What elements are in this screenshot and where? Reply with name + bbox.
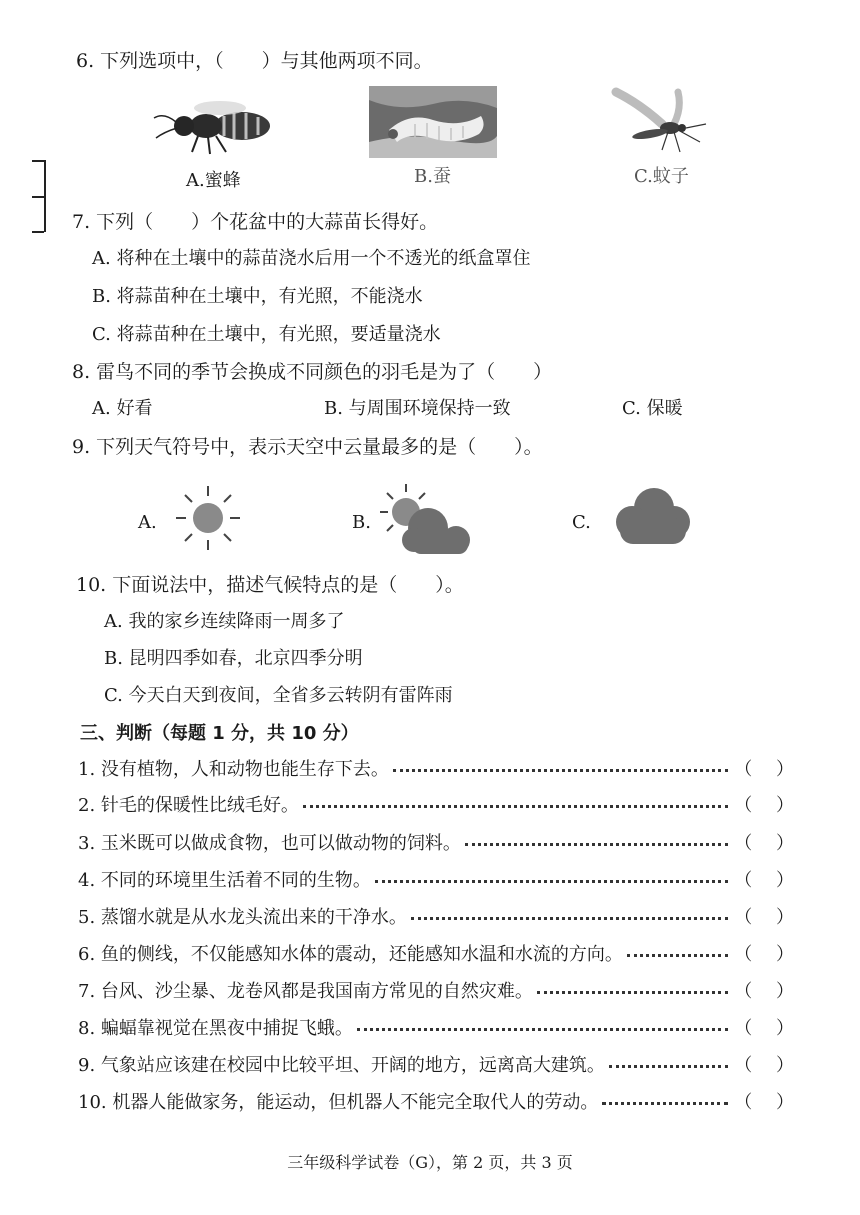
- judge-item-text: 6. 鱼的侧线，不仅能感知水体的震动，还能感知水温和水流的方向。: [78, 944, 623, 965]
- question-9-stem: 9. 下列天气符号中，表示天空中云量最多的是（ ）。: [72, 436, 543, 458]
- page-footer: 三年级科学试卷（G），第 2 页，共 3 页: [287, 1153, 573, 1172]
- judge-item-text: 4. 不同的环境里生活着不同的生物。: [78, 870, 371, 891]
- leader-dots: [465, 843, 728, 846]
- leader-dots: [537, 991, 728, 994]
- leader-dots: [602, 1102, 728, 1105]
- q10-option-c: C. 今天白天到夜间，全省多云转阴有雷阵雨: [104, 685, 453, 706]
- judge-item: [78, 1051, 794, 1077]
- q7-option-b: B. 将蒜苗种在土壤中，有光照，不能浇水: [92, 286, 423, 307]
- q7-option-a: A. 将种在土壤中的蒜苗浇水后用一个不透光的纸盒罩住: [92, 248, 531, 269]
- q6-option-b: B.蚕: [414, 166, 451, 187]
- leader-dots: [609, 1065, 728, 1068]
- q7-option-c: C. 将蒜苗种在土壤中，有光照，要适量浇水: [92, 324, 441, 345]
- answer-blank[interactable]: （ ）: [734, 907, 794, 928]
- leader-dots: [357, 1028, 728, 1031]
- q8-option-a: A. 好看: [92, 398, 153, 419]
- answer-blank[interactable]: （ ）: [734, 1092, 794, 1113]
- judge-item-text: 9. 气象站应该建在校园中比较平坦、开阔的地方，远离高大建筑。: [78, 1055, 605, 1076]
- judge-item: [78, 866, 794, 892]
- answer-blank[interactable]: （ ）: [734, 1018, 794, 1039]
- judge-item-text: 2. 针毛的保暖性比绒毛好。: [78, 795, 299, 816]
- answer-blank[interactable]: （ ）: [734, 759, 794, 780]
- q10-option-a: A. 我的家乡连续降雨一周多了: [104, 611, 345, 632]
- silkworm-image: [369, 86, 497, 158]
- judge-item: [78, 1088, 794, 1114]
- answer-blank[interactable]: （ ）: [734, 944, 794, 965]
- question-8-stem: 8. 雷鸟不同的季节会换成不同颜色的羽毛是为了（ ）: [72, 361, 553, 383]
- leader-dots: [393, 769, 728, 772]
- judge-item: [78, 791, 794, 817]
- judge-item-text: 7. 台风、沙尘暴、龙卷风都是我国南方常见的自然灾难。: [78, 981, 533, 1002]
- q6-option-c: C.蚊子: [634, 166, 689, 187]
- q10-option-b: B. 昆明四季如春，北京四季分明: [104, 648, 363, 669]
- binding-mark: [32, 196, 44, 198]
- judge-item: [78, 903, 794, 929]
- mosquito-image: [608, 84, 712, 156]
- judge-item-text: 1. 没有植物，人和动物也能生存下去。: [78, 759, 389, 780]
- sun-cloud-icon: [376, 478, 476, 558]
- answer-blank[interactable]: （ ）: [734, 1055, 794, 1076]
- judge-item-text: 8. 蝙蝠靠视觉在黑夜中捕捉飞蛾。: [78, 1018, 353, 1039]
- judge-item: [78, 829, 794, 855]
- question-10-stem: 10. 下面说法中，描述气候特点的是（ ）。: [76, 574, 464, 596]
- leader-dots: [303, 805, 728, 808]
- judge-item: [78, 1014, 794, 1040]
- judge-item: [78, 940, 794, 966]
- leader-dots: [627, 954, 728, 957]
- binding-mark: [32, 231, 44, 233]
- judge-item: [78, 977, 794, 1003]
- q9-option-b: B.: [352, 512, 371, 533]
- q8-option-c: C. 保暖: [622, 398, 683, 419]
- leader-dots: [375, 880, 728, 883]
- section-3-heading: 三、判断（每题 1 分，共 10 分）: [80, 723, 359, 744]
- question-6-stem: 6. 下列选项中，（ ）与其他两项不同。: [76, 50, 433, 72]
- q9-option-c: C.: [572, 512, 591, 533]
- q9-option-a: A.: [138, 512, 157, 533]
- answer-blank[interactable]: （ ）: [734, 833, 794, 854]
- sun-icon: [168, 478, 248, 558]
- leader-dots: [411, 917, 728, 920]
- cloud-icon: [612, 484, 692, 548]
- bee-image: [150, 92, 274, 164]
- q8-option-b: B. 与周围环境保持一致: [324, 398, 511, 419]
- judge-item-text: 3. 玉米既可以做成食物，也可以做动物的饲料。: [78, 833, 461, 854]
- judge-item-text: 10. 机器人能做家务，能运动，但机器人不能完全取代人的劳动。: [78, 1092, 599, 1113]
- binding-mark: [44, 160, 46, 196]
- answer-blank[interactable]: （ ）: [734, 870, 794, 891]
- answer-blank[interactable]: （ ）: [734, 981, 794, 1002]
- binding-mark: [44, 196, 46, 232]
- q6-option-a: A.蜜蜂: [186, 170, 241, 191]
- answer-blank[interactable]: （ ）: [734, 795, 794, 816]
- question-7-stem: 7. 下列（ ）个花盆中的大蒜苗长得好。: [72, 211, 439, 233]
- judge-item: [78, 755, 794, 781]
- binding-mark: [32, 160, 44, 162]
- judge-item-text: 5. 蒸馏水就是从水龙头流出来的干净水。: [78, 907, 407, 928]
